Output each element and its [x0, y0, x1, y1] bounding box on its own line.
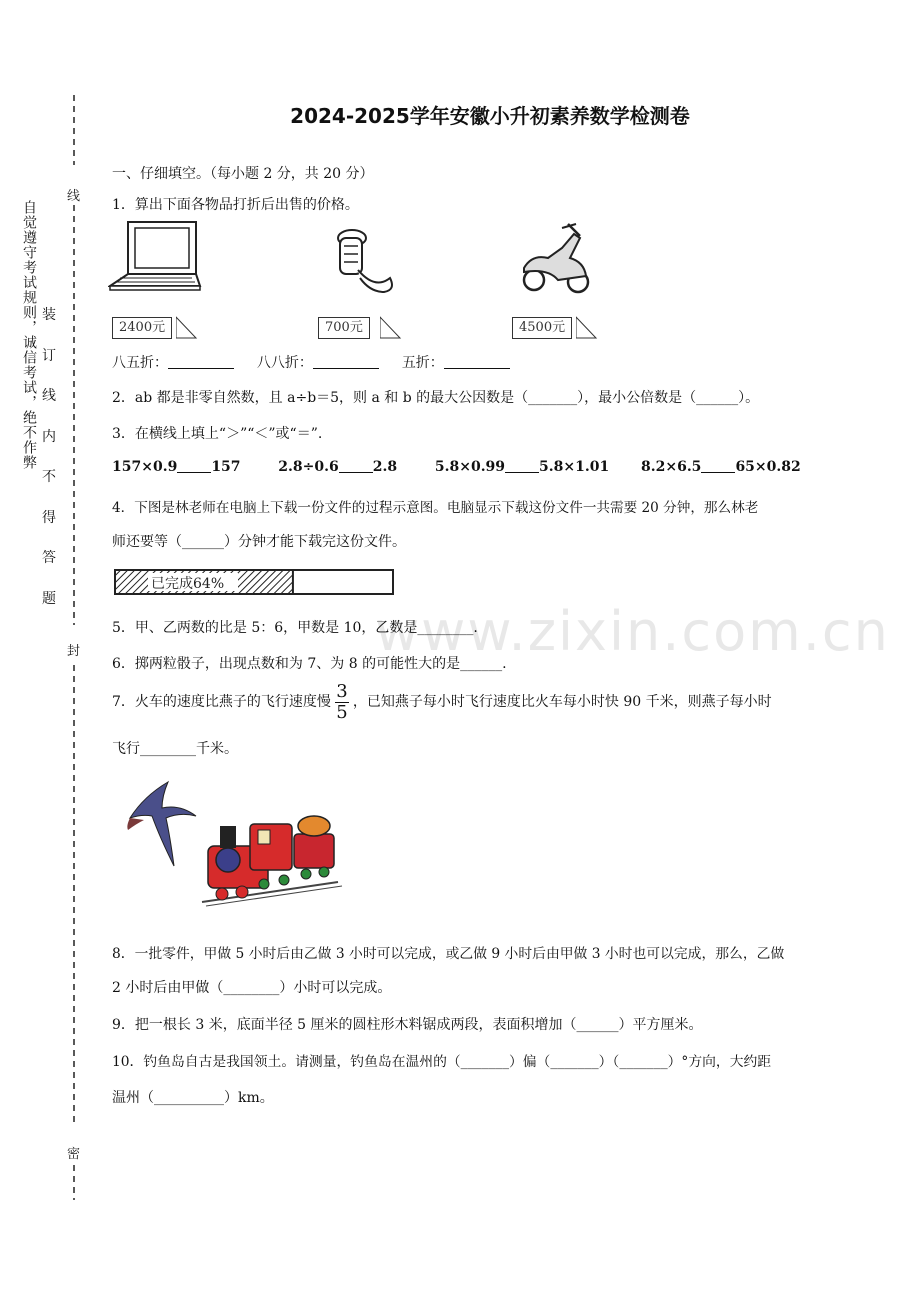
binding-char: 题: [42, 590, 56, 607]
binding-char: 答: [42, 550, 56, 566]
binding-char: 内: [42, 428, 56, 445]
question-10-line1: 10．钓鱼岛自古是我国领土。请测量，钓鱼岛在温州的（_______）偏（_______）（_______）°方向，大约距: [112, 1054, 772, 1070]
discount-50-blank[interactable]: [444, 356, 510, 369]
discount-88-label: 八八折：: [256, 355, 313, 371]
discount-88-blank[interactable]: [313, 356, 379, 369]
binding-char: 得: [42, 509, 56, 526]
price-tag-tip: [176, 316, 198, 340]
price-tag-scooter: 4500元: [512, 317, 572, 339]
fraction-numerator: 3: [336, 680, 348, 702]
expr-left: 157×0.9: [112, 459, 178, 475]
question-1: 1．算出下面各物品打折后出售的价格。: [112, 197, 359, 213]
expr-left: 5.8×0.99: [434, 459, 506, 475]
section-header: 一、仔细填空。（每小题 2 分，共 20 分）: [112, 166, 374, 182]
price-tag-tip: [380, 316, 402, 340]
binding-char: 装: [42, 307, 56, 323]
expr-right: 2.8: [372, 459, 398, 475]
margin-instruction: 自觉遵守考试规则，诚信考试，绝不作弊: [21, 200, 37, 470]
expr-right: 65×0.82: [735, 459, 801, 475]
question-4-line1: 4．下图是林老师在电脑上下载一份文件的过程示意图。电脑显示下载这份文件一共需要 20 分钟，那么林老: [112, 500, 759, 516]
price-tag-laptop: 2400元: [112, 317, 172, 339]
train-image: [198, 812, 343, 910]
question-7-line1: [112, 682, 772, 722]
margin-label-feng: 封: [67, 644, 81, 659]
laptop-image: [108, 220, 203, 295]
discount-85-blank[interactable]: [168, 356, 234, 369]
expr-right: 157: [211, 459, 241, 475]
fraction-three-fifths: [335, 680, 349, 723]
question-4-line2: 师还要等（______）分钟才能下载完这份文件。: [112, 534, 406, 550]
question-9: 9．把一根长 3 米，底面半径 5 厘米的圆柱形木料锯成两段，表面积增加（______）平方厘米。: [112, 1017, 703, 1033]
question-6: 6．掷两粒骰子，出现点数和为 7、为 8 的可能性大的是______.: [112, 656, 507, 672]
q7-text-before: 7．火车的速度比燕子的飞行速度慢: [112, 694, 331, 710]
question-8-line2: 2 小时后由甲做（________）小时可以完成。: [112, 980, 392, 996]
question-3: 3．在横线上填上“＞”“＜”或“＝”.: [112, 426, 323, 442]
binding-char: 订: [42, 347, 56, 364]
fraction-denominator: 5: [336, 701, 348, 723]
compare-blank[interactable]: [177, 460, 211, 473]
scooter-image: [518, 218, 593, 298]
question-2: 2．ab 都是非零自然数，且 a÷b＝5，则 a 和 b 的最大公因数是（_______），最小公倍数是（______）。: [112, 390, 760, 406]
question-10-line2: 温州（__________）km。: [112, 1090, 274, 1106]
compare-blank[interactable]: [339, 460, 373, 473]
margin-label-xian: 线: [67, 189, 81, 204]
margin-label-mi: 密: [67, 1147, 81, 1162]
discount-50-label: 五折：: [401, 355, 444, 371]
binding-char: 不: [42, 469, 56, 485]
compare-blank[interactable]: [701, 460, 735, 473]
compare-blank[interactable]: [505, 460, 539, 473]
price-tag-tip: [576, 316, 598, 340]
tuba-image: [330, 220, 400, 295]
page-title: 2024-2025学年安徽小升初素养数学检测卷: [290, 104, 690, 128]
discount-85-label: 八五折：: [112, 355, 168, 371]
expr-left: 2.8÷0.6: [278, 459, 339, 475]
q7-text-after: ，已知燕子每小时飞行速度比火车每小时快 90 千米，则燕子每小时: [352, 694, 772, 710]
q1-answers: [112, 352, 510, 372]
question-7-line2: 飞行________千米。: [112, 741, 238, 757]
q3-expressions: [112, 459, 801, 475]
expr-left: 8.2×6.5: [640, 459, 702, 475]
question-5: 5．甲、乙两数的比是 5：6，甲数是 10，乙数是________.: [112, 620, 478, 636]
progress-label: 已完成64%: [151, 576, 225, 592]
question-8-line1: 8．一批零件，甲做 5 小时后由乙做 3 小时可以完成，或乙做 9 小时后由甲做 3 小时也可以完成，那么，乙做: [112, 946, 785, 962]
watermark: www.zixin.com.cn: [375, 600, 890, 663]
binding-chars: [42, 295, 58, 619]
swallow-image: [124, 778, 199, 870]
price-tag-tuba: 700元: [318, 317, 370, 339]
expr-right: 5.8×1.01: [539, 459, 610, 475]
binding-char: 线: [42, 388, 56, 404]
